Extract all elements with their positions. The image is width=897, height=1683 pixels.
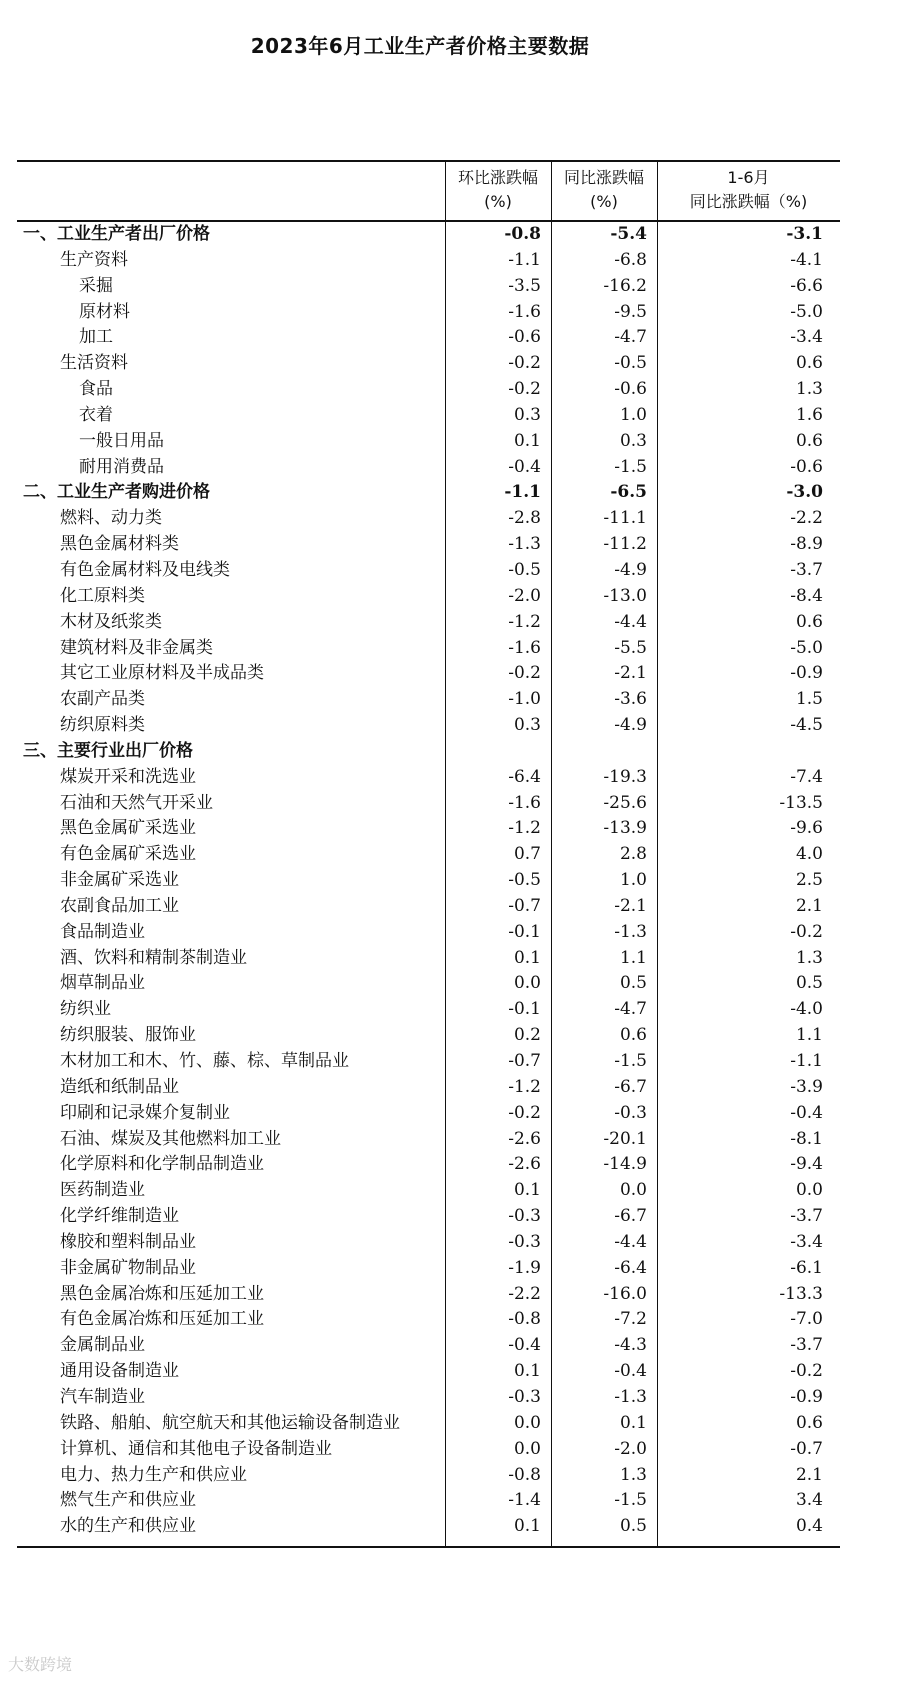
cell-mom: -0.8 [508,1309,541,1330]
row-label: 石油和天然气开采业 [60,792,213,813]
table-row [17,713,840,739]
row-label: 纺织原料类 [60,715,145,736]
cell-mom: 0.0 [513,973,541,994]
row-label: 黑色金属材料类 [60,534,179,555]
table-row [17,480,840,506]
cell-ytd: -8.4 [790,585,823,606]
cell-ytd: -3.0 [786,482,823,503]
cell-mom: -0.4 [508,1335,541,1356]
table-row [17,1359,840,1385]
row-label: 化学纤维制造业 [60,1206,179,1227]
cell-yoy: -2.1 [614,895,647,916]
table-row [17,274,840,300]
table-row [17,1049,840,1075]
cell-yoy: -14.9 [603,1154,647,1175]
cell-mom: -2.2 [508,1283,541,1304]
cell-yoy: 1.0 [619,870,647,891]
table-row [17,248,840,274]
table-row [17,1256,840,1282]
row-label: 造纸和纸制品业 [60,1076,179,1097]
cell-yoy: -0.3 [614,1102,647,1123]
cell-mom: -0.3 [508,1231,541,1252]
row-label: 一般日用品 [79,430,164,451]
cell-yoy: -1.5 [614,1051,647,1071]
table-row [17,1514,840,1540]
page-title: 2023年6月工业生产者价格主要数据 [250,34,590,58]
cell-mom: 0.0 [513,1412,541,1433]
table-row [17,946,840,972]
table-row [17,894,840,920]
cell-mom: -0.2 [508,663,541,684]
cell-yoy: 1.3 [619,1464,647,1485]
cell-yoy: -6.7 [614,1206,647,1227]
row-label: 有色金属材料及电线类 [60,559,230,580]
cell-mom: 0.3 [513,715,541,736]
table-row [17,222,840,248]
table-row [17,661,840,687]
cell-ytd: 3.4 [795,1490,823,1511]
row-label: 食品 [79,379,113,400]
row-label: 衣着 [79,404,113,425]
cell-ytd: -6.1 [790,1257,823,1278]
row-label: 燃气生产和供应业 [60,1490,196,1511]
cell-yoy: -1.3 [614,1386,647,1407]
cell-ytd: -3.7 [790,1335,823,1356]
cell-mom: 0.1 [513,1361,541,1382]
table-row [17,1178,840,1204]
cell-ytd: 0.6 [795,353,823,374]
cell-ytd: -13.3 [779,1283,823,1304]
row-label: 一、工业生产者出厂价格 [23,224,210,244]
table-row [17,842,840,868]
row-label: 采掘 [79,275,113,296]
cell-ytd: 0.5 [795,973,823,994]
cell-ytd: -3.4 [790,1231,823,1252]
table-row [17,584,840,610]
row-label: 农副食品加工业 [60,895,179,916]
cell-ytd: -7.4 [790,766,823,787]
cell-yoy: -4.9 [614,715,647,736]
cell-yoy: 0.5 [619,1516,647,1537]
cell-ytd: -1.1 [790,1051,823,1071]
row-label: 其它工业原材料及半成品类 [60,663,264,684]
row-label: 有色金属冶炼和压延加工业 [60,1309,264,1330]
table-row [17,1437,840,1463]
row-label: 印刷和记录媒介复制业 [60,1102,230,1123]
table-row [17,1282,840,1308]
row-label: 建筑材料及非金属类 [60,637,213,658]
cell-ytd: -5.0 [790,301,823,322]
cell-yoy: -6.7 [614,1076,647,1097]
cell-mom: -0.5 [508,870,541,891]
cell-yoy: -6.8 [614,249,647,270]
cell-yoy: -0.5 [614,353,647,374]
cell-mom: -0.3 [508,1206,541,1227]
cell-yoy: -4.4 [614,611,647,632]
cell-mom: -0.5 [508,559,541,580]
cell-ytd: 2.5 [795,870,823,891]
header-mom [445,162,551,220]
header-ytd-top: 1-6月 [727,168,770,187]
cell-ytd: -3.9 [790,1076,823,1097]
cell-yoy: 0.6 [619,1025,647,1046]
cell-yoy: -4.3 [614,1335,647,1356]
row-label: 木材及纸浆类 [60,611,162,632]
table-row [17,1488,840,1514]
cell-ytd: -3.1 [786,224,823,244]
row-label: 汽车制造业 [60,1386,145,1407]
cell-yoy: -4.4 [614,1231,647,1252]
column-divider [551,160,552,1546]
header-ytd [657,162,840,220]
header-yoy-unit: (%) [590,192,618,211]
table-row [17,971,840,997]
cell-mom: -0.1 [508,999,541,1020]
row-label: 煤炭开采和洗选业 [60,766,196,787]
row-label: 原材料 [79,301,130,322]
cell-mom: -1.3 [508,534,541,555]
table-row [17,558,840,584]
cell-mom: -0.7 [508,1051,541,1071]
cell-mom: -6.4 [508,766,541,787]
table-row [17,1101,840,1127]
cell-ytd: -0.2 [790,921,823,942]
cell-yoy: -16.2 [603,275,647,296]
cell-ytd: 1.1 [795,1025,823,1046]
table-row [17,1333,840,1359]
cell-ytd: -7.0 [790,1309,823,1330]
cell-yoy: -20.1 [603,1128,647,1149]
cell-mom: 0.3 [513,404,541,425]
row-label: 生产资料 [60,249,128,270]
cell-ytd: -8.9 [790,534,823,555]
cell-mom: -1.1 [508,249,541,270]
row-label: 非金属矿物制品业 [60,1257,196,1278]
cell-yoy: -13.0 [603,585,647,606]
row-label: 燃料、动力类 [60,508,162,529]
cell-mom: 0.2 [513,1025,541,1046]
row-label: 金属制品业 [60,1335,145,1356]
row-label: 酒、饮料和精制茶制造业 [60,947,247,968]
row-label: 铁路、船舶、航空航天和其他运输设备制造业 [60,1412,400,1433]
cell-ytd: 2.1 [795,895,823,916]
table-row [17,1075,840,1101]
cell-yoy: -2.1 [614,663,647,684]
cell-mom: -1.1 [504,482,541,503]
cell-mom: 0.1 [513,1516,541,1537]
cell-mom: -2.8 [508,508,541,529]
cell-ytd: -5.0 [790,637,823,658]
cell-mom: -0.6 [508,327,541,348]
cell-yoy: 0.1 [619,1412,647,1433]
row-label: 通用设备制造业 [60,1361,179,1382]
cell-mom: -0.1 [508,921,541,942]
row-label: 农副产品类 [60,689,145,710]
table-row [17,300,840,326]
table-row [17,455,840,481]
cell-ytd: 0.6 [795,430,823,451]
cell-yoy: -3.6 [614,689,647,710]
table-row [17,506,840,532]
table-row [17,920,840,946]
table-body [17,222,840,1540]
cell-ytd: -4.1 [790,249,823,270]
cell-yoy: -9.5 [614,301,647,322]
cell-yoy: -25.6 [603,792,647,813]
table-row [17,1385,840,1411]
cell-mom: -0.7 [508,895,541,916]
row-label: 纺织业 [60,999,111,1020]
cell-mom: -1.6 [508,637,541,658]
cell-yoy: 0.5 [619,973,647,994]
cell-ytd: -6.6 [790,275,823,296]
table-row [17,765,840,791]
cell-ytd: 2.1 [795,1464,823,1485]
row-label: 黑色金属冶炼和压延加工业 [60,1283,264,1304]
cell-yoy: -11.2 [603,534,647,555]
cell-yoy: -1.5 [614,456,647,477]
cell-ytd: -0.6 [790,456,823,477]
table-row [17,1307,840,1333]
cell-yoy: 0.0 [619,1180,647,1201]
table-row [17,403,840,429]
cell-yoy: -7.2 [614,1309,647,1330]
cell-yoy: -13.9 [603,818,647,839]
cell-mom: -1.2 [508,611,541,632]
table-row [17,687,840,713]
cell-yoy: -1.5 [614,1490,647,1511]
cell-yoy: -6.5 [610,482,647,503]
cell-mom: -1.0 [508,689,541,710]
cell-ytd: -8.1 [790,1128,823,1149]
cell-yoy: 1.0 [619,404,647,425]
cell-mom: -0.8 [508,1464,541,1485]
cell-mom: 0.1 [513,1180,541,1201]
row-label: 电力、热力生产和供应业 [60,1464,247,1485]
cell-ytd: 0.4 [795,1516,823,1537]
row-label: 水的生产和供应业 [60,1516,196,1537]
row-label: 生活资料 [60,353,128,374]
cell-ytd: 1.6 [795,404,823,425]
header-mom-label: 环比涨跌幅 [457,168,538,187]
row-label: 非金属矿采选业 [60,870,179,891]
cell-ytd: -13.5 [779,792,823,813]
cell-yoy: 1.1 [619,947,647,968]
cell-mom: -0.2 [508,1102,541,1123]
table-row [17,1152,840,1178]
header-yoy-label: 同比涨跌幅 [563,168,644,187]
cell-mom: -1.6 [508,301,541,322]
cell-yoy: -19.3 [603,766,647,787]
table-row [17,351,840,377]
cell-ytd: -9.4 [790,1154,823,1175]
cell-yoy: -4.7 [614,327,647,348]
cell-ytd: -3.7 [790,1206,823,1227]
table-header [17,160,840,222]
cell-yoy: 2.8 [619,844,647,865]
table-row [17,1023,840,1049]
row-label: 黑色金属矿采选业 [60,818,196,839]
cell-mom: -1.6 [508,792,541,813]
header-ytd-label: 同比涨跌幅（%) [689,192,808,211]
table-row [17,1463,840,1489]
table-row [17,610,840,636]
row-label: 木材加工和木、竹、藤、棕、草制品业 [60,1051,349,1071]
cell-ytd: -3.7 [790,559,823,580]
table-row [17,868,840,894]
cell-mom: -2.0 [508,585,541,606]
cell-ytd: -0.7 [790,1438,823,1459]
row-label: 加工 [79,327,113,348]
row-label: 纺织服装、服饰业 [60,1025,196,1046]
cell-ytd: -4.0 [790,999,823,1020]
cell-ytd: -9.6 [790,818,823,839]
cell-yoy: 0.3 [619,430,647,451]
cell-mom: -0.8 [504,224,541,244]
cell-mom: -0.4 [508,456,541,477]
row-label: 食品制造业 [60,921,145,942]
cell-ytd: -0.9 [790,663,823,684]
cell-mom: -0.2 [508,353,541,374]
cell-yoy: -5.4 [610,224,647,244]
cell-mom: -3.5 [508,275,541,296]
price-data-table [17,160,840,1540]
table-row [17,816,840,842]
table-row [17,1230,840,1256]
watermark: 大数跨境 [8,1655,73,1674]
cell-ytd: 4.0 [795,844,823,865]
cell-ytd: 0.6 [795,611,823,632]
cell-mom: -1.2 [508,1076,541,1097]
cell-ytd: 1.3 [795,379,823,400]
cell-yoy: -5.5 [614,637,647,658]
table-row [17,791,840,817]
row-label: 化工原料类 [60,585,145,606]
cell-mom: -2.6 [508,1154,541,1175]
table-row [17,1204,840,1230]
cell-mom: 0.0 [513,1438,541,1459]
cell-ytd: -0.9 [790,1386,823,1407]
row-label: 医药制造业 [60,1180,145,1201]
cell-yoy: -4.9 [614,559,647,580]
table-row [17,636,840,662]
row-label: 有色金属矿采选业 [60,844,196,865]
table-row [17,429,840,455]
table-row [17,325,840,351]
table-bottom-border [17,1546,840,1548]
cell-ytd: -0.2 [790,1361,823,1382]
cell-mom: 0.7 [513,844,541,865]
cell-yoy: -0.6 [614,379,647,400]
cell-mom: -1.4 [508,1490,541,1511]
table-row [17,997,840,1023]
row-label: 石油、煤炭及其他燃料加工业 [60,1128,281,1149]
cell-mom: -0.3 [508,1386,541,1407]
cell-yoy: -11.1 [603,508,647,529]
cell-ytd: -3.4 [790,327,823,348]
table-row [17,739,840,765]
row-label: 二、工业生产者购进价格 [23,482,210,503]
cell-mom: -1.2 [508,818,541,839]
cell-ytd: -4.5 [790,715,823,736]
cell-mom: -0.2 [508,379,541,400]
cell-ytd: 1.5 [795,689,823,710]
header-mom-unit: (%) [484,192,512,211]
cell-mom: -2.6 [508,1128,541,1149]
row-label: 化学原料和化学制品制造业 [60,1154,264,1175]
cell-ytd: 1.3 [795,947,823,968]
cell-yoy: -2.0 [614,1438,647,1459]
cell-mom: 0.1 [513,430,541,451]
cell-ytd: -0.4 [790,1102,823,1123]
row-label: 烟草制品业 [60,973,145,994]
column-divider [445,160,446,1546]
header-yoy [551,162,657,220]
table-row [17,377,840,403]
cell-ytd: -2.2 [790,508,823,529]
cell-yoy: -6.4 [614,1257,647,1278]
table-row [17,1411,840,1437]
cell-yoy: -0.4 [614,1361,647,1382]
table-row [17,1127,840,1153]
column-divider [657,160,658,1546]
cell-yoy: -16.0 [603,1283,647,1304]
table-row [17,532,840,558]
row-label: 三、主要行业出厂价格 [23,740,193,761]
row-label: 计算机、通信和其他电子设备制造业 [60,1438,332,1459]
cell-ytd: 0.6 [795,1412,823,1433]
row-label: 耐用消费品 [79,456,164,477]
cell-yoy: -1.3 [614,921,647,942]
cell-mom: 0.1 [513,947,541,968]
cell-yoy: -4.7 [614,999,647,1020]
cell-ytd: 0.0 [795,1180,823,1201]
row-label: 橡胶和塑料制品业 [60,1231,196,1252]
cell-mom: -1.9 [508,1257,541,1278]
